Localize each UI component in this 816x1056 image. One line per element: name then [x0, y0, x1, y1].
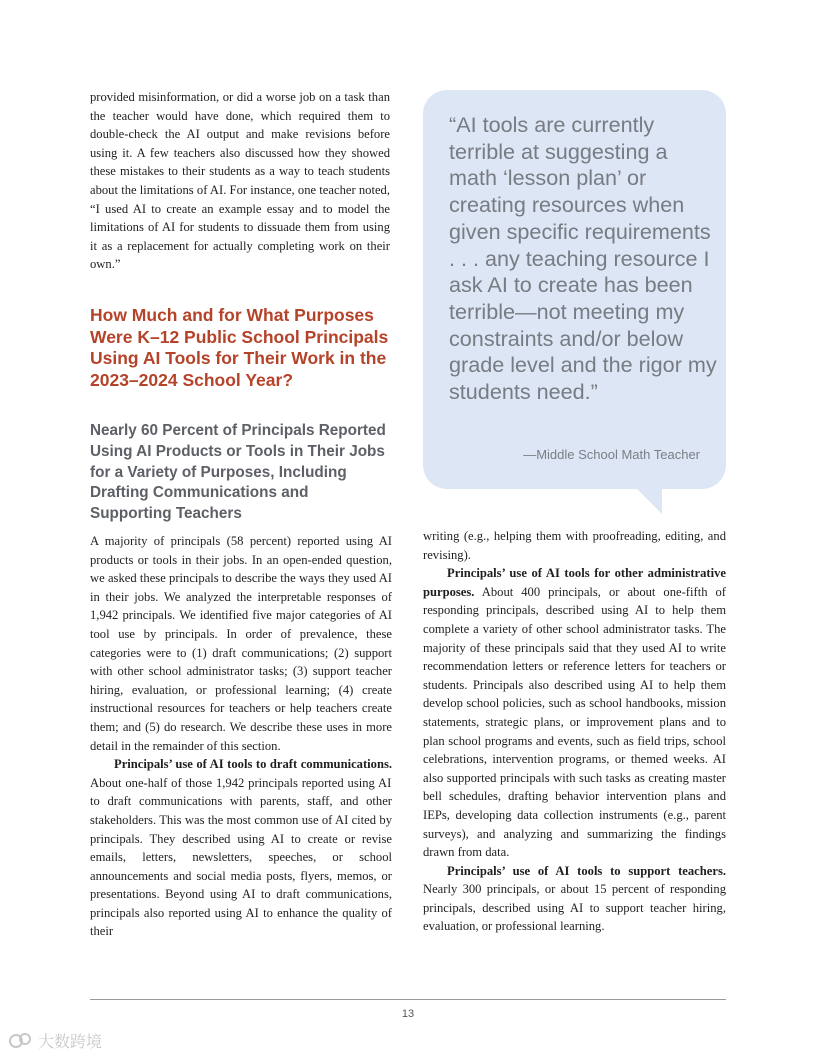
body-paragraph: A majority of principals (58 percent) reported using AI products or tools in their jobs. In an open-ended question, we asked these principals to describe the ways they used AI in their jobs. We analyzed the interpretable responses of 1,942 principals. We identified five major categories of AI tool use by principals. In order of prevalence, these categories were to (1) draft communications; (2) support with other school administrator tasks; (3) support teacher hiring, evaluation, or professional learning; (4) create instructional resources for teachers or help teachers create them; and (5) do research. We describe these uses in more detail in the remainder of this section.: [90, 534, 392, 753]
run-in-heading: Principals’ use of AI tools to draft communications.: [114, 757, 392, 772]
body-paragraph: [423, 564, 726, 862]
body-paragraph: [90, 755, 392, 941]
paragraph-text: Nearly 300 principals, or about 15 percent of responding principals, described using AI to support teacher hiring, evaluation, or professional learning.: [423, 882, 726, 934]
pull-quote-attribution: —Middle School Math Teacher: [523, 447, 700, 462]
page-number: 13: [401, 1008, 415, 1020]
body-paragraph: [423, 862, 726, 936]
run-in-heading: Principals’ use of AI tools to support teachers.: [447, 863, 726, 878]
footer-divider: [90, 999, 726, 1000]
left-column-top: [90, 88, 390, 274]
watermark-icon: [8, 1030, 34, 1050]
right-column: [423, 527, 726, 936]
pull-quote-text: “AI tools are currently terrible at suggesting a math ‘lesson plan’ or creating resources when given specific requirements . . . any teaching resource I ask AI to create has been terrible—not meeting my constraints and/or below grade level and the rigor my students need.”: [449, 112, 717, 405]
left-column-bottom: [90, 532, 392, 941]
watermark-logo: [8, 1028, 102, 1052]
run-in-heading: Principals’ use of AI tools for other administrative purposes.: [423, 566, 726, 599]
paragraph-text: About 400 principals, or about one-fifth of responding principals, described using AI to help them complete a variety of other school administrator tasks. The majority of these principals said that they used AI to write recommendation letters or reference letters for teachers or students. Principals also described using AI to help them develop school policies, such as school handbooks, mission statements, strategic plans, or improvement plans and to plan school programs and events, such as field trips, school celebrations, intervention programs, or themed weeks. AI also supported principals with such tasks as creating master bell schedules, drafting behavior intervention plans and IEPs, developing data collection instruments (e.g., parent surveys), and analyzing and summarizing the findings drawn from data.: [423, 584, 726, 860]
body-paragraph: provided misinformation, or did a worse job on a task than the teacher would have done, which required them to double-check the AI output and make revisions before using it. A few teachers also discussed how they showed these mistakes to their students as a way to teach students about the limitations of AI. For instance, one teacher noted, “I used AI to create an example essay and to model the limitations of AI for students to dissuade them from using it as a replacement for actually completing work on their own.”: [90, 90, 390, 272]
section-heading: How Much and for What Purposes Were K–12 Public School Principals Using AI Tools for Their Work in the 2023–2024 School Year?: [90, 305, 389, 390]
watermark-text: 大数跨境: [38, 1031, 103, 1051]
paragraph-text: About one-half of those 1,942 principals reported using AI to draft communications with parents, staff, and other stakeholders. This was the most common use of AI cited by principals. They described using AI to create or revise emails, letters, newsletters, speeches, or school announcements and social media posts, flyers, memos, or presentations. Beyond using AI to draft communications, principals also reported using AI to enhance the quality of their: [90, 775, 392, 939]
body-paragraph: writing (e.g., helping them with proofreading, editing, and revising).: [423, 529, 726, 562]
speech-bubble-tail: [636, 488, 662, 514]
sub-heading: Nearly 60 Percent of Principals Reported Using AI Products or Tools in Their Jobs for a Variety of Purposes, Including Drafting Communications and Supporting Teachers: [90, 422, 386, 523]
pull-quote-box: [423, 90, 726, 489]
